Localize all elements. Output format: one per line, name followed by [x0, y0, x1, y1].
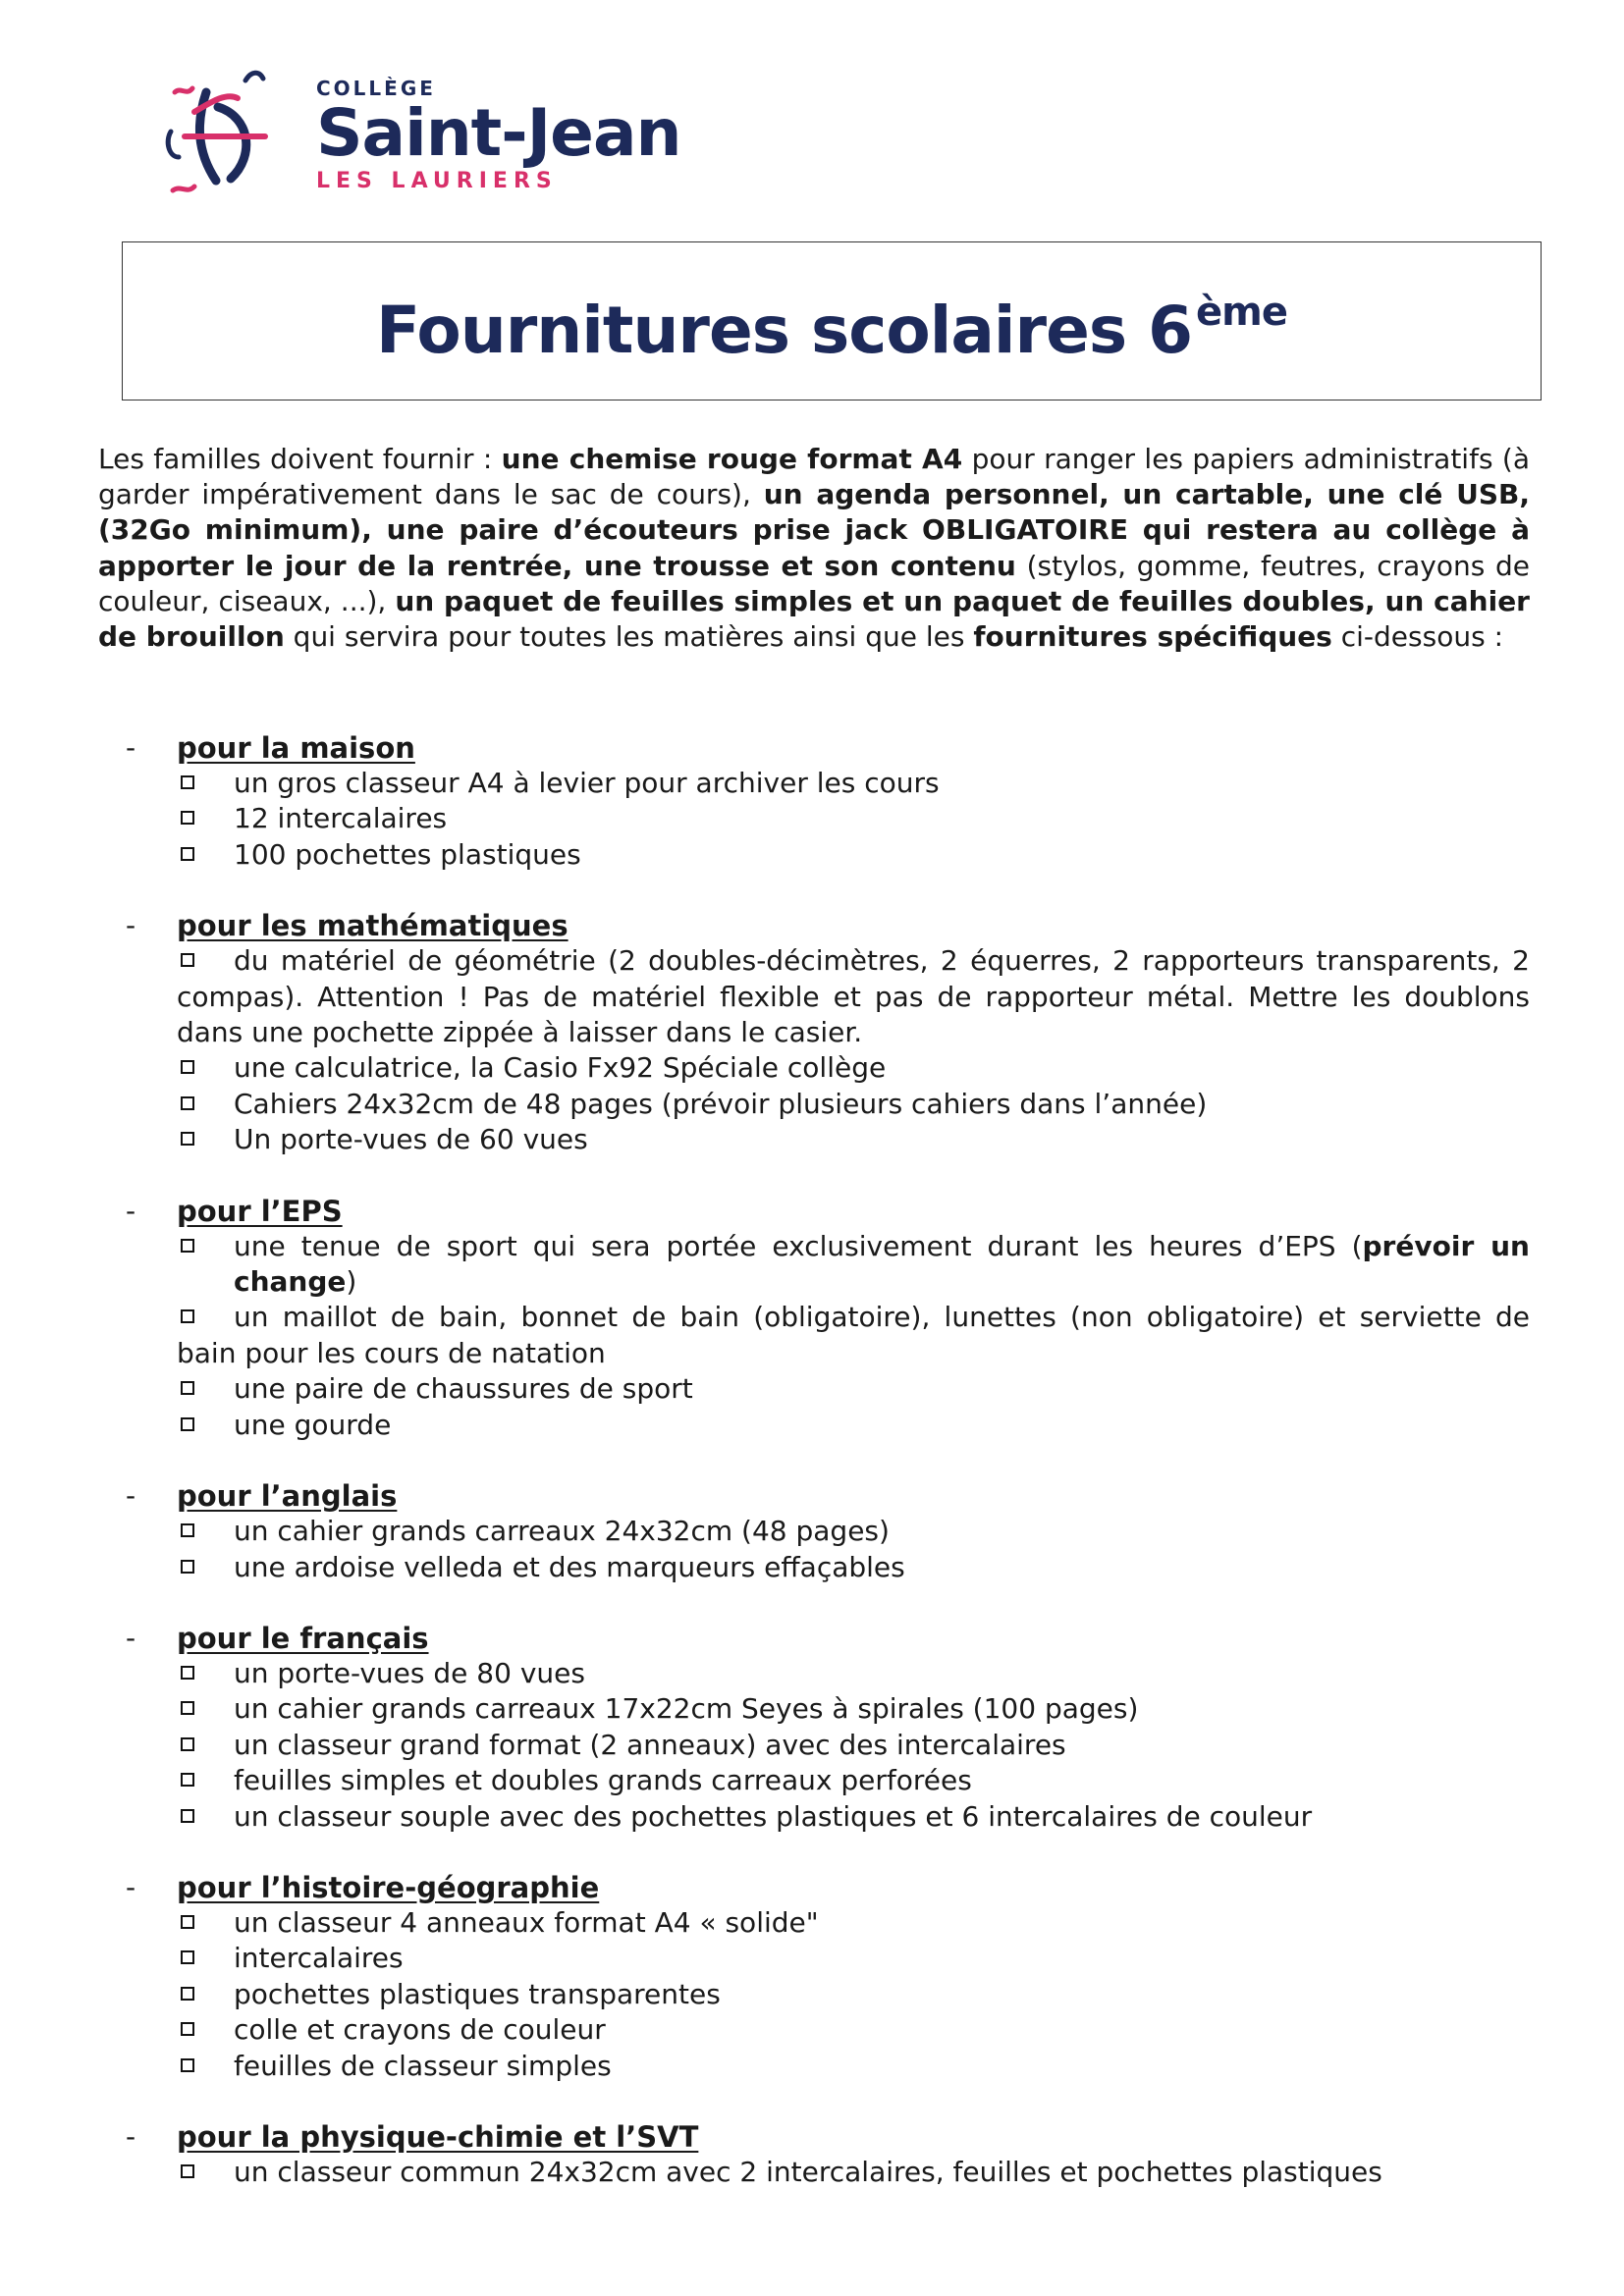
section-title: pour l’histoire-géographie — [177, 1870, 600, 1904]
section-anglais — [126, 1478, 1530, 1585]
intro-text: pour ranger les papiers administratifs (à garder impérativement dans le sac de cours), — [98, 443, 1530, 511]
item-text: ) — [346, 1265, 357, 1299]
section-title: pour l’anglais — [177, 1479, 398, 1514]
checkbox-icon — [181, 2058, 194, 2072]
section-bullet: - — [126, 2119, 136, 2153]
list-item — [177, 1550, 1530, 1585]
list-item — [177, 1941, 1530, 1976]
checkbox-icon — [181, 1701, 194, 1715]
item-text: un cahier grands carreaux 17x22cm Seyes à spirales (100 pages) — [234, 1692, 1139, 1726]
item-text: pochettes plastiques transparentes — [234, 1977, 721, 2010]
checkbox-icon — [181, 1096, 194, 1110]
section-bullet: - — [126, 1479, 136, 1513]
checkbox-icon — [181, 847, 194, 861]
section-physique — [126, 2119, 1530, 2190]
intro-bold: une chemise rouge format A4 — [501, 443, 963, 475]
list-item — [177, 1977, 1530, 2012]
checkbox-icon — [181, 1950, 194, 1964]
checkbox-icon — [181, 1381, 194, 1395]
logo-subtitle: LES LAURIERS — [316, 169, 558, 193]
item-text: un classeur 4 anneaux format A4 « solide" — [234, 1905, 819, 1939]
checkbox-icon — [181, 1060, 194, 1074]
section-bullet: - — [126, 1870, 136, 1903]
intro-text: ci-dessous : — [1331, 620, 1504, 654]
checkbox-icon — [181, 1809, 194, 1823]
checkbox-icon — [181, 953, 194, 967]
section-bullet: - — [126, 1194, 136, 1227]
list-item — [177, 1300, 1530, 1371]
checkbox-icon — [181, 2022, 194, 2036]
page-title-text: Fournitures scolaires 6 — [376, 293, 1193, 368]
intro-bold: un agenda personnel, un cartable, une clé USB, (32Go minimum), une paire d’écouteurs prise jack OBLIGATOIRE qui restera au collège à apporter le jour de la rentrée, une trousse et son contenu — [98, 478, 1530, 582]
list-item — [177, 2049, 1530, 2084]
title-box — [122, 241, 1542, 400]
item-text: un porte-vues de 80 vues — [234, 1656, 585, 1689]
list-item — [177, 1728, 1530, 1763]
item-text: colle et crayons de couleur — [234, 2013, 606, 2047]
section-title: pour l’EPS — [177, 1194, 343, 1228]
list-item — [177, 1122, 1530, 1157]
item-text: une calculatrice, la Casio Fx92 Spéciale collège — [234, 1051, 887, 1085]
checkbox-icon — [181, 1987, 194, 2001]
item-text: feuilles de classeur simples — [234, 2049, 612, 2082]
item-text: Un porte-vues de 60 vues — [234, 1123, 588, 1156]
item-text: une tenue de sport qui sera portée exclusivement durant les heures d’EPS ( — [234, 1229, 1363, 1262]
intro-text: (stylos, gomme, feutres, crayons de couleur, ciseaux, ...), — [98, 549, 1531, 617]
section-title: pour les mathématiques — [177, 909, 568, 943]
list-item — [177, 837, 1530, 873]
supply-sections — [126, 730, 1530, 2225]
item-text: une paire de chaussures de sport — [234, 1372, 693, 1406]
intro-bold: fournitures spécifiques — [973, 620, 1332, 654]
intro-text: Les familles doivent fournir : — [98, 443, 502, 475]
list-item — [177, 1905, 1530, 1941]
list-item — [177, 1087, 1530, 1122]
section-eps — [126, 1194, 1530, 1443]
checkbox-icon — [181, 1309, 194, 1323]
section-maths — [126, 908, 1530, 1157]
checkbox-icon — [181, 1132, 194, 1146]
checkbox-icon — [181, 1915, 194, 1929]
item-text: intercalaires — [234, 1942, 404, 1975]
logo-school-name: Saint-Jean — [316, 95, 681, 171]
list-item — [177, 766, 1530, 801]
page-title — [123, 290, 1541, 368]
school-logo — [157, 63, 707, 210]
item-text: un maillot de bain, bonnet de bain (obligatoire), lunettes (non obligatoire) et serviette de bain pour les cours de natation — [177, 1301, 1530, 1369]
section-bullet: - — [126, 909, 136, 942]
item-text: feuilles simples et doubles grands carreaux perforées — [234, 1764, 972, 1797]
section-title: pour la physique-chimie et l’SVT — [177, 2119, 699, 2154]
list-item — [177, 2155, 1530, 2190]
section-title: pour la maison — [177, 731, 415, 765]
checkbox-icon — [181, 1523, 194, 1537]
item-text: du matériel de géométrie (2 doubles-décimètres, 2 équerres, 2 rapporteurs transparents, 2 compas). Attention ! Pas de matériel flexible et pas de rapporteur métal. Mettre les doublons dans une pochette zippée à laisser dans le casier. — [177, 944, 1530, 1049]
logo-college-label: COLLÈGE — [316, 77, 436, 100]
list-item — [177, 2012, 1530, 2048]
item-text: une ardoise velleda et des marqueurs effaçables — [234, 1550, 905, 1583]
intro-paragraph — [98, 442, 1530, 655]
page-title-sup: ème — [1196, 290, 1287, 335]
list-item — [177, 943, 1530, 1050]
item-text: un classeur commun 24x32cm avec 2 intercalaires, feuilles et pochettes plastiques — [234, 2155, 1382, 2188]
logo-mark-icon — [157, 63, 304, 200]
checkbox-icon — [181, 1417, 194, 1431]
list-item — [177, 1656, 1530, 1691]
list-item — [177, 1514, 1530, 1549]
list-item — [177, 1408, 1530, 1443]
section-francais — [126, 1621, 1530, 1835]
section-histgeo — [126, 1870, 1530, 2084]
list-item — [177, 1799, 1530, 1835]
list-item — [177, 1050, 1530, 1086]
list-item — [177, 801, 1530, 836]
section-maison — [126, 730, 1530, 873]
item-bold: prévoir un change — [234, 1229, 1530, 1299]
item-text: un classeur grand format (2 anneaux) avec des intercalaires — [234, 1728, 1066, 1761]
list-item — [177, 1763, 1530, 1798]
item-text: un gros classeur A4 à levier pour archiver les cours — [234, 767, 940, 799]
checkbox-icon — [181, 1666, 194, 1680]
item-text: une gourde — [234, 1408, 392, 1441]
checkbox-icon — [181, 775, 194, 789]
item-text: 12 intercalaires — [234, 802, 448, 835]
checkbox-icon — [181, 1737, 194, 1751]
checkbox-icon — [181, 1560, 194, 1574]
item-text: un classeur souple avec des pochettes plastiques et 6 intercalaires de couleur — [234, 1799, 1313, 1833]
list-item — [177, 1691, 1530, 1727]
intro-text: qui servira pour toutes les matières ainsi que les — [284, 620, 974, 654]
intro-bold: un paquet de feuilles simples et un paquet de feuilles doubles, un cahier de brouillon — [98, 584, 1530, 654]
checkbox-icon — [181, 2164, 194, 2178]
list-item — [177, 1229, 1530, 1301]
section-title: pour le français — [177, 1621, 429, 1655]
item-text: Cahiers 24x32cm de 48 pages (prévoir plusieurs cahiers dans l’année) — [234, 1087, 1208, 1120]
checkbox-icon — [181, 1239, 194, 1253]
section-bullet: - — [126, 731, 136, 764]
item-text: 100 pochettes plastiques — [234, 837, 581, 871]
section-bullet: - — [126, 1621, 136, 1654]
checkbox-icon — [181, 1773, 194, 1787]
item-text: un cahier grands carreaux 24x32cm (48 pages) — [234, 1515, 890, 1548]
checkbox-icon — [181, 811, 194, 825]
list-item — [177, 1371, 1530, 1407]
